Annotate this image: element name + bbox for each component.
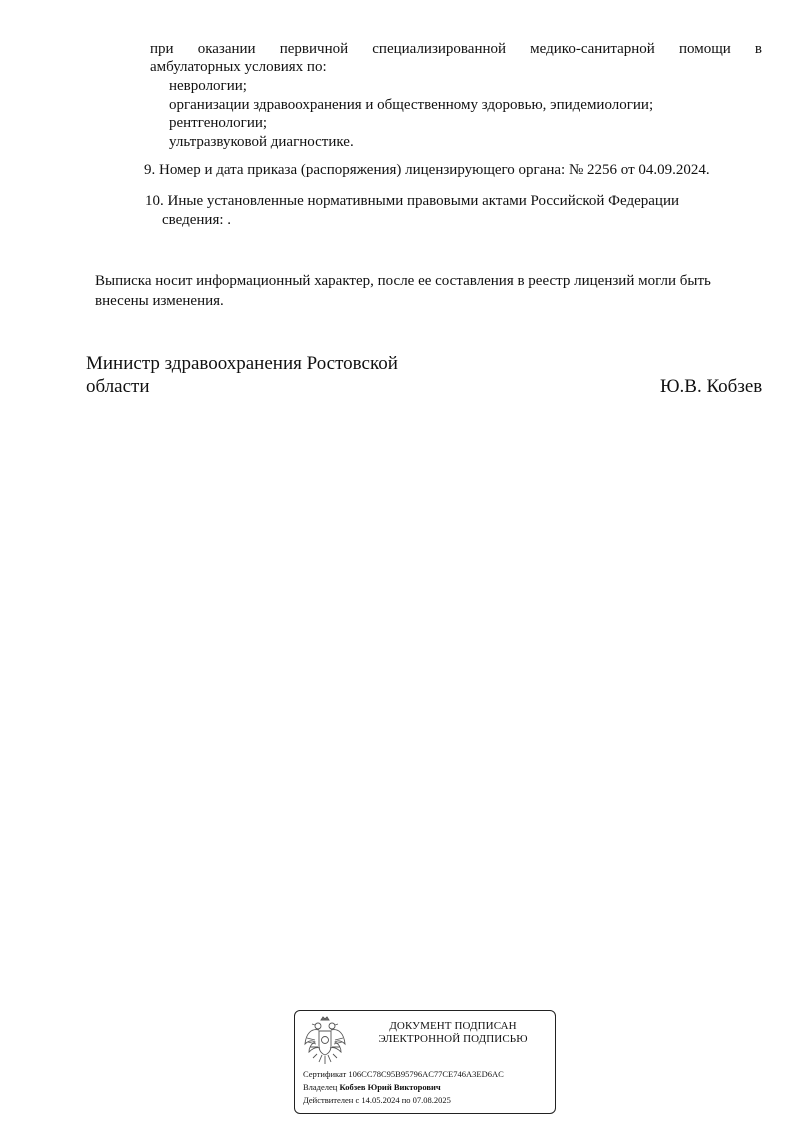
note-line-1: Выписка носит информационный характер, после ее составления в реестр лицензий могли быть [95,273,711,289]
coat-of-arms-icon [303,1016,347,1068]
stamp-title [353,1020,553,1046]
stamp-validity: Действителен с 14.05.2024 по 07.08.2025 [303,1095,451,1105]
service-item: рентгенологии; [169,115,268,131]
electronic-signature-stamp [294,1010,556,1114]
service-item: ультразвуковой диагностике. [169,134,354,150]
certificate-label: Сертификат [303,1069,347,1079]
item-9-order-number: 9. Номер и дата приказа (распоряжения) лицензирующего органа: № 2256 от 04.09.2024. [144,162,710,178]
stamp-title-line-2: ЭЛЕКТРОННОЙ ПОДПИСЬЮ [378,1033,528,1045]
item-10-line-1: 10. Иные установленные нормативными правовыми актами Российской Федерации [145,193,680,209]
item-10-line-2: сведения: . [162,212,232,228]
signatory-name: Ю.В. Кобзев [660,376,763,397]
continuation-line-1: при оказании первичной специализированной медико-санитарной помощи в [150,41,762,57]
owner-label: Владелец [303,1082,338,1092]
service-item: неврологии; [169,78,247,94]
stamp-owner [303,1082,441,1092]
note-line-2: внесены изменения. [95,293,224,309]
service-item: организации здравоохранения и общественному здоровью, эпидемиологии; [169,97,654,113]
owner-value: Кобзев Юрий Викторович [339,1082,441,1092]
stamp-certificate [303,1069,504,1079]
certificate-value: 106CC78C95B95796AC77CE746A3ED6AC [348,1069,504,1079]
signatory-position-line-1: Министр здравоохранения Ростовской [86,353,398,374]
stamp-title-line-1: ДОКУМЕНТ ПОДПИСАН [389,1020,517,1032]
signatory-position-line-2: области [86,376,150,397]
continuation-line-2: амбулаторных условиях по: [150,59,327,75]
